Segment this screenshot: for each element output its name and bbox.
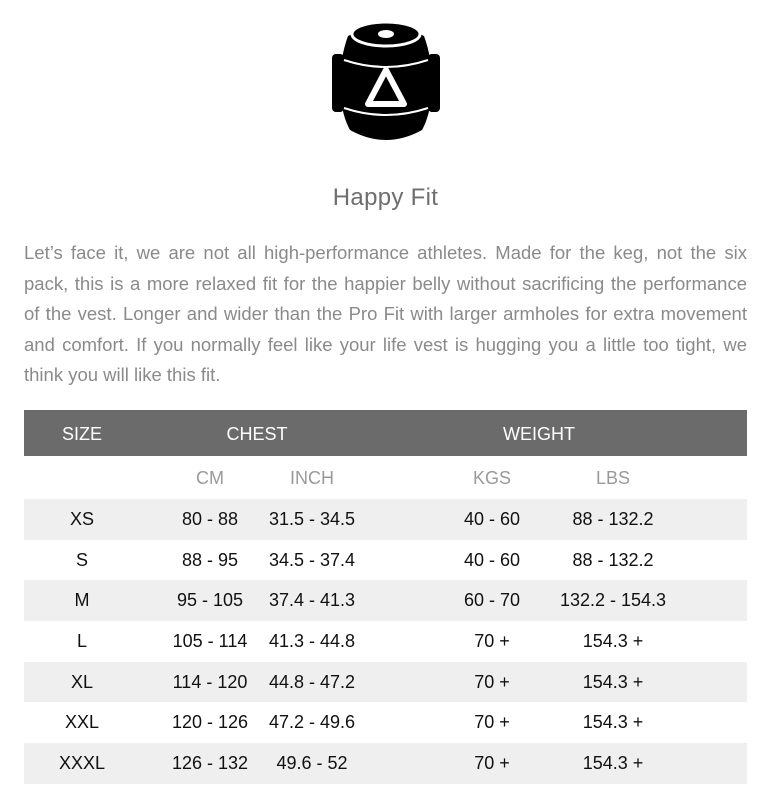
size-chart-table xyxy=(24,410,747,784)
unit-lbs: LBS xyxy=(595,468,631,488)
table-row xyxy=(24,743,747,784)
table-row xyxy=(24,499,747,540)
cell-lbs: 154.3 + xyxy=(582,671,644,692)
cell-lbs: 154.3 + xyxy=(582,631,644,652)
cell-cm: 105 - 114 xyxy=(172,631,248,652)
cell-inch: 41.3 - 44.8 xyxy=(268,631,356,652)
cell-size: S xyxy=(75,549,89,570)
cell-size: XS xyxy=(69,509,95,529)
cell-kgs: 40 - 60 xyxy=(463,549,521,570)
cell-lbs: 88 - 132.2 xyxy=(572,509,654,529)
cell-cm: 120 - 126 xyxy=(171,712,249,733)
cell-inch: 34.5 - 37.4 xyxy=(268,549,356,570)
cell-kgs: 70 + xyxy=(474,753,510,774)
cell-cm: 88 - 95 xyxy=(181,549,239,570)
cell-cm: 114 - 120 xyxy=(172,671,248,692)
unit-inch: INCH xyxy=(290,468,334,488)
cell-kgs: 70 + xyxy=(474,631,510,652)
cell-kgs: 60 - 70 xyxy=(463,590,521,611)
units-row xyxy=(24,456,747,499)
cell-size: XL xyxy=(70,671,94,692)
header-size: SIZE xyxy=(61,424,103,444)
cell-kgs: 70 + xyxy=(474,712,510,733)
table-row xyxy=(24,662,747,703)
cell-inch: 37.4 - 41.3 xyxy=(268,590,356,611)
cell-lbs: 154.3 + xyxy=(582,753,644,774)
cell-lbs: 154.3 + xyxy=(582,712,644,733)
cell-cm: 80 - 88 xyxy=(181,509,239,529)
table-row xyxy=(24,621,747,662)
table-row xyxy=(24,580,747,621)
cell-size: XXL xyxy=(64,712,100,733)
cell-lbs: 132.2 - 154.3 xyxy=(559,590,667,611)
table-row xyxy=(24,540,747,581)
header-chest: CHEST xyxy=(226,424,288,444)
table-header xyxy=(24,410,747,456)
cell-cm: 126 - 132 xyxy=(171,753,249,774)
cell-inch: 44.8 - 47.2 xyxy=(268,671,356,692)
cell-cm: 95 - 105 xyxy=(176,590,244,611)
header-weight: WEIGHT xyxy=(503,424,575,444)
keg-triangle-icon xyxy=(326,12,446,148)
cell-kgs: 40 - 60 xyxy=(463,509,521,529)
fit-description: Let’s face it, we are not all high-performance athletes. Made for the keg, not the six pack, this is a more relaxed fit for the happier belly without sacrificing the performance of the vest. Longer and wider than the Pro Fit with larger armholes for extra movement and comfort. If you normally feel like your life vest is hugging you a little too tight, we think you will like this fit. xyxy=(24,242,747,385)
cell-kgs: 70 + xyxy=(474,671,510,692)
cell-inch: 49.6 - 52 xyxy=(276,753,348,774)
page-title: Happy Fit xyxy=(332,184,439,211)
unit-cm: CM xyxy=(196,468,224,488)
table-row xyxy=(24,702,747,743)
cell-lbs: 88 - 132.2 xyxy=(572,549,654,570)
cell-inch: 31.5 - 34.5 xyxy=(268,509,356,529)
cell-size: M xyxy=(74,590,90,611)
cell-size: XXXL xyxy=(58,753,106,774)
unit-kgs: KGS xyxy=(472,468,512,488)
cell-inch: 47.2 - 49.6 xyxy=(268,712,356,733)
cell-size: L xyxy=(76,631,88,652)
